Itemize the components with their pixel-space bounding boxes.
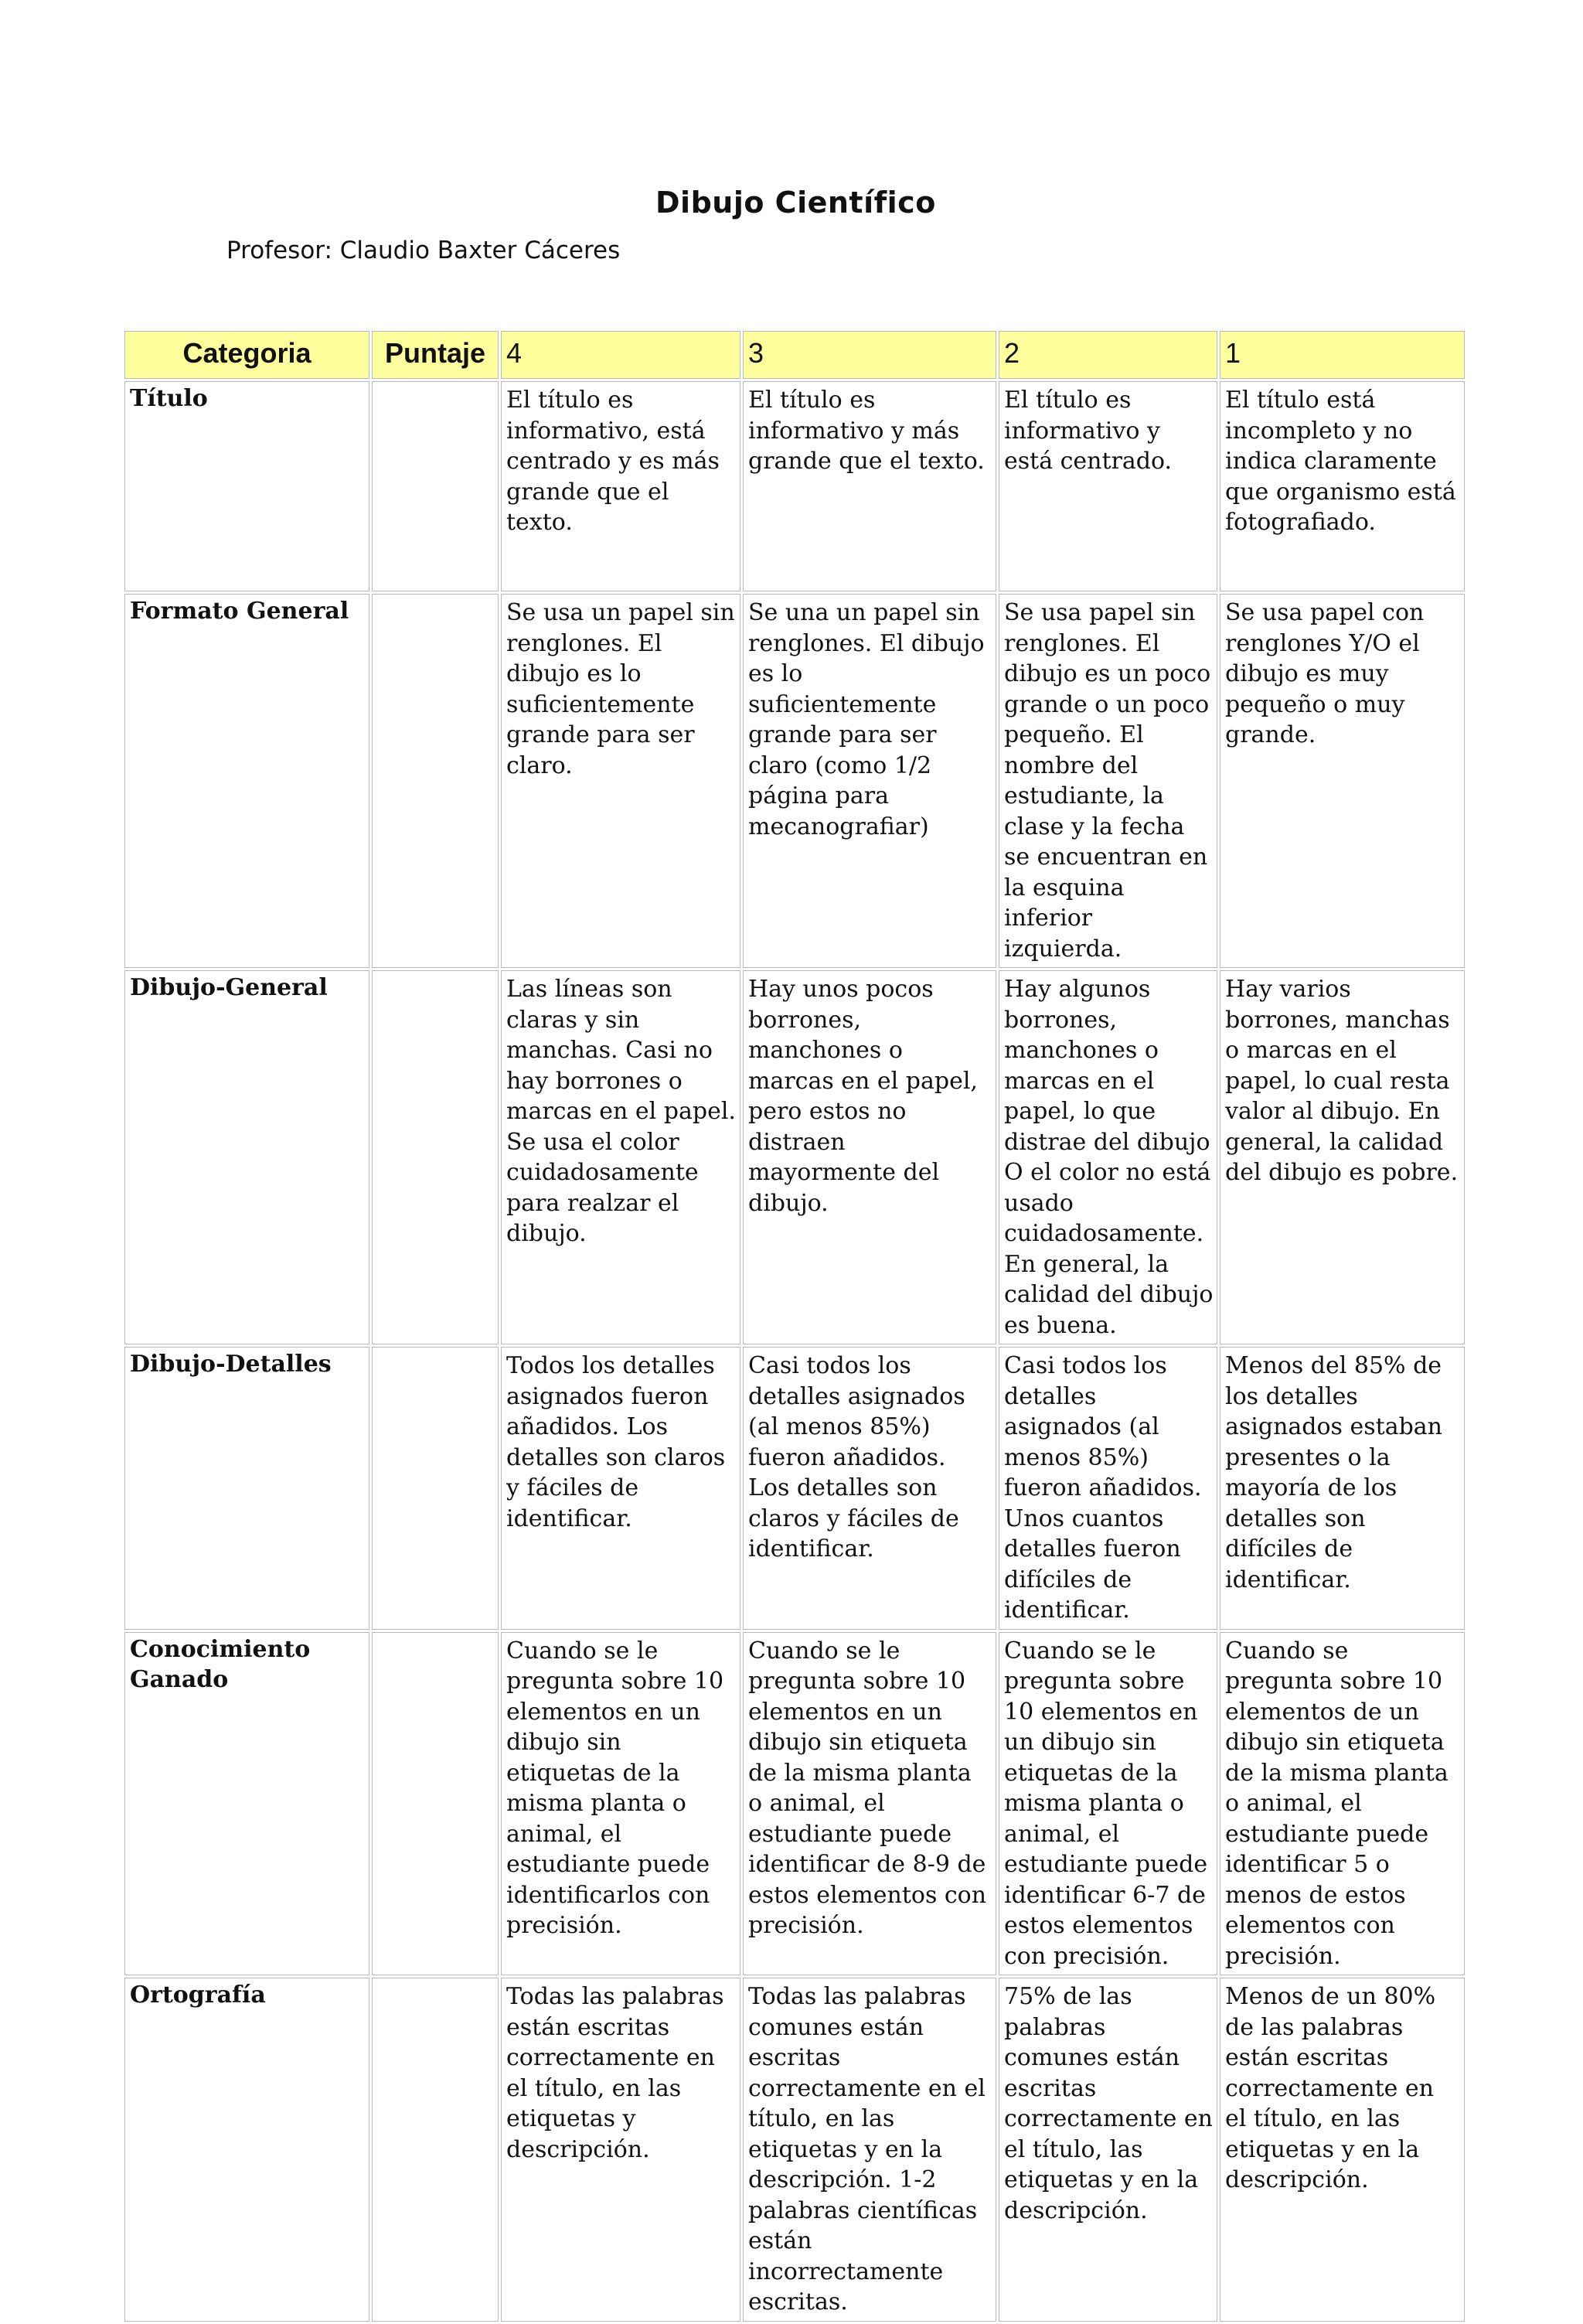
score-cell bbox=[372, 1978, 499, 2322]
level-cell: El título está incompleto y no indica claramente que organismo está fotografiado. bbox=[1220, 381, 1465, 591]
level-cell: Cuando se pregunta sobre 10 elementos de un dibujo sin etiqueta de la misma planta o animal, el estudiante puede identificar 5 o menos de estos elementos con precisión. bbox=[1220, 1632, 1465, 1976]
table-row bbox=[124, 594, 1465, 968]
header-category: Categoria bbox=[124, 331, 369, 379]
score-cell bbox=[372, 1347, 499, 1630]
rubric-table bbox=[122, 329, 1467, 2324]
level-cell: Menos del 85% de los detalles asignados estaban presentes o la mayoría de los detalles son difíciles de identificar. bbox=[1220, 1347, 1465, 1630]
level-cell: Cuando se le pregunta sobre 10 elementos en un dibujo sin etiqueta de la misma planta o animal, el estudiante puede identificar de 8-9 de estos elementos con precisión. bbox=[743, 1632, 996, 1976]
category-cell: Título bbox=[124, 381, 369, 591]
score-cell bbox=[372, 1632, 499, 1976]
table-row bbox=[124, 1347, 1465, 1630]
header-level-1: 1 bbox=[1220, 331, 1465, 379]
level-cell: 75% de las palabras comunes están escritas correctamente en el título, las etiquetas y en la descripción. bbox=[999, 1978, 1217, 2322]
level-cell: El título es informativo y está centrado. bbox=[999, 381, 1217, 591]
level-cell: Se usa papel sin renglones. El dibujo es un poco grande o un poco pequeño. El nombre del estudiante, la clase y la fecha se encuentran en la esquina inferior izquierda. bbox=[999, 594, 1217, 968]
category-cell: Formato General bbox=[124, 594, 369, 968]
category-cell: Conocimiento Ganado bbox=[124, 1632, 369, 1976]
level-cell: El título es informativo y más grande que el texto. bbox=[743, 381, 996, 591]
level-cell: Hay unos pocos borrones, manchones o marcas en el papel, pero estos no distraen mayormente del dibujo. bbox=[743, 970, 996, 1344]
level-cell: Las líneas son claras y sin manchas. Casi no hay borrones o marcas en el papel. Se usa el color cuidadosamente para realzar el dibujo. bbox=[501, 970, 740, 1344]
level-cell: Casi todos los detalles asignados (al menos 85%) fueron añadidos. Unos cuantos detalles fueron difíciles de identificar. bbox=[999, 1347, 1217, 1630]
score-cell bbox=[372, 594, 499, 968]
score-cell bbox=[372, 381, 499, 591]
table-row bbox=[124, 1632, 1465, 1976]
score-cell bbox=[372, 970, 499, 1344]
level-cell: Hay algunos borrones, manchones o marcas en el papel, lo que distrae del dibujo O el color no está usado cuidadosamente. En general, la calidad del dibujo es buena. bbox=[999, 970, 1217, 1344]
level-cell: El título es informativo, está centrado y es más grande que el texto. bbox=[501, 381, 740, 591]
level-cell: Todas las palabras comunes están escritas correctamente en el título, en las etiquetas y en la descripción. 1-2 palabras científicas están incorrectamente escritas. bbox=[743, 1978, 996, 2322]
category-cell: Ortografía bbox=[124, 1978, 369, 2322]
table-row bbox=[124, 970, 1465, 1344]
level-cell: Menos de un 80% de las palabras están escritas correctamente en el título, en las etiquetas y en la descripción. bbox=[1220, 1978, 1465, 2322]
level-cell: Todas las palabras están escritas correctamente en el título, en las etiquetas y descripción. bbox=[501, 1978, 740, 2322]
level-cell: Se usa un papel sin renglones. El dibujo es lo suficientemente grande para ser claro. bbox=[501, 594, 740, 968]
category-cell: Dibujo-Detalles bbox=[124, 1347, 369, 1630]
header-row bbox=[124, 331, 1465, 379]
level-cell: Cuando se le pregunta sobre 10 elementos en un dibujo sin etiquetas de la misma planta o animal, el estudiante puede identificar 6-7 de estos elementos con precisión. bbox=[999, 1632, 1217, 1976]
header-score: Puntaje bbox=[372, 331, 499, 379]
level-cell: Todos los detalles asignados fueron añadidos. Los detalles son claros y fáciles de identificar. bbox=[501, 1347, 740, 1630]
page-title: Dibujo Científico bbox=[655, 186, 936, 220]
header-level-2: 2 bbox=[999, 331, 1217, 379]
table-row bbox=[124, 381, 1465, 591]
teacher-name: Profesor: Claudio Baxter Cáceres bbox=[226, 237, 621, 264]
level-cell: Se una un papel sin renglones. El dibujo es lo suficientemente grande para ser claro (como 1/2 página para mecanografiar) bbox=[743, 594, 996, 968]
level-cell: Hay varios borrones, manchas o marcas en el papel, lo cual resta valor al dibujo. En general, la calidad del dibujo es pobre. bbox=[1220, 970, 1465, 1344]
table-row bbox=[124, 1978, 1465, 2322]
header-level-4: 4 bbox=[501, 331, 740, 379]
level-cell: Cuando se le pregunta sobre 10 elementos en un dibujo sin etiquetas de la misma planta o animal, el estudiante puede identificarlos con precisión. bbox=[501, 1632, 740, 1976]
category-cell: Dibujo-General bbox=[124, 970, 369, 1344]
level-cell: Se usa papel con renglones Y/O el dibujo es muy pequeño o muy grande. bbox=[1220, 594, 1465, 968]
level-cell: Casi todos los detalles asignados (al menos 85%) fueron añadidos. Los detalles son claros y fáciles de identificar. bbox=[743, 1347, 996, 1630]
header-level-3: 3 bbox=[743, 331, 996, 379]
